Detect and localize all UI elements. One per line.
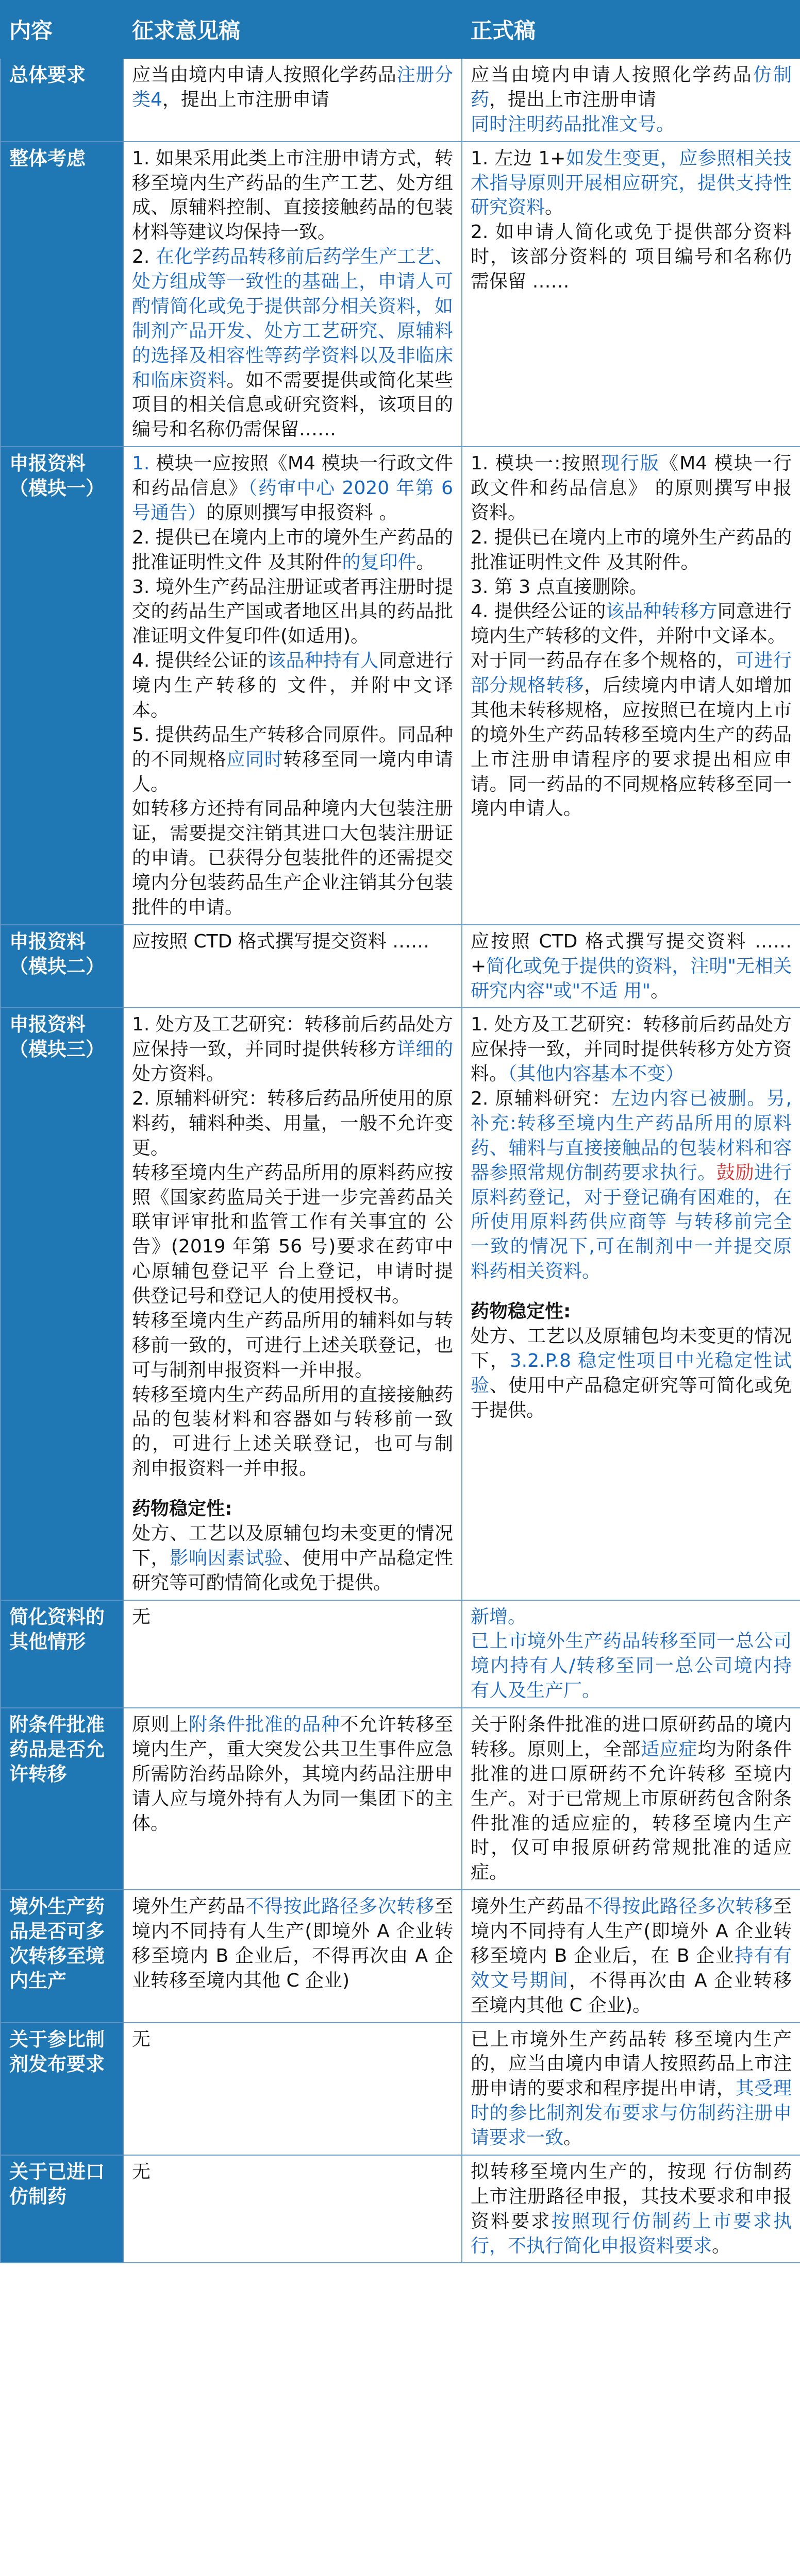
final-text: ，提出上市注册申请 (489, 89, 657, 110)
draft-text: 的原则撰写申报资料 。 (206, 502, 398, 523)
draft-paragraph (132, 451, 453, 526)
final-text: 药物稳定性: (471, 1301, 571, 1322)
final-text: 。 (712, 2235, 731, 2257)
final-paragraph (471, 2160, 792, 2259)
draft-text: 。如不需要提供或简化某些项目的相关信息或研究资料，该项目的编号和名称仍需保留…… (132, 369, 453, 440)
final-paragraph (471, 220, 792, 294)
draft-text: 应按照 CTD 格式撰写提交资料 …… (132, 930, 430, 952)
table-row (1, 2023, 800, 2155)
table-row (1, 142, 800, 447)
draft-paragraph (132, 1012, 453, 1087)
draft-paragraph (132, 796, 453, 920)
final-text: ，不得再次由 A 企业转移至境内其他 C 企业)。 (471, 1970, 792, 2016)
draft-text: 无 (132, 2161, 151, 2182)
final-text: 左边内容已被删。另,补充:转移至境内生产药品所用的原料药、辅料与直接接触品的包装材料和容器参照常规仿制药要求执行。 (471, 1088, 792, 1183)
table-row (1, 1008, 800, 1600)
draft-cell (123, 1708, 462, 1890)
draft-paragraph (132, 723, 453, 797)
final-cell (462, 142, 800, 447)
final-cell (462, 58, 800, 142)
final-text: 。 (545, 197, 564, 218)
draft-text: 应当由境内申请人按照化学药品 (132, 64, 397, 86)
header-draft: 征求意见稿 (123, 1, 462, 58)
final-paragraph (471, 526, 792, 575)
draft-text: 无 (132, 2028, 151, 2050)
draft-text: 原则上 (132, 1714, 189, 1735)
final-text: 均为附条件批准的进口原研药不允许转移 至境内生产。对于已常规上市原研药包含附条件批准的适应症的，转移至境内生产时，仅可申报原研药常规批准的适应症。 (471, 1738, 792, 1884)
row-label: 附条件批准药品是否允许转移 (1, 1708, 123, 1890)
draft-text: 该品种持有人 (267, 650, 379, 672)
draft-text: 的复印件 (342, 551, 416, 573)
draft-paragraph (132, 1713, 453, 1836)
draft-text: 无 (132, 1606, 151, 1628)
final-paragraph (471, 1284, 792, 1299)
final-text: 现行版 (601, 453, 660, 474)
draft-paragraph (132, 575, 453, 649)
draft-cell (123, 1890, 462, 2022)
final-text: 同时注明药品批准文号 (471, 113, 657, 135)
table-row (1, 925, 800, 1008)
draft-text: 1. 处方及工艺研究：转移前后药品处方应保持一致，并同时提供转移方 (132, 1014, 453, 1060)
final-paragraph (471, 1894, 792, 2018)
draft-cell (123, 1600, 462, 1708)
final-paragraph (471, 575, 792, 600)
draft-text: 详细的 (396, 1039, 453, 1060)
draft-paragraph (132, 2160, 453, 2184)
row-label: 简化资料的其他情形 (1, 1600, 123, 1708)
table-row (1, 58, 800, 142)
draft-text: （药审中心 2020 年第 6 号通告） (132, 478, 453, 523)
final-text: 。 (656, 113, 675, 135)
draft-text: 至境内不同持有人生产(即境外 A 企业转移至境内 B 企业后，不得再次由 A 企业转移至境内其他 C 企业) (132, 1896, 453, 1991)
draft-text: 1. (132, 453, 156, 474)
final-text: 3.2.P.8 稳定性项目中光稳定性试验 (471, 1350, 792, 1396)
final-text: 境外生产药品 (471, 1896, 585, 1918)
final-cell (462, 2155, 800, 2263)
final-text: 按照现行仿制药上市要求执行，不执行简化申报资料要求 (471, 2210, 792, 2257)
final-text: 可进行部分规格转移 (471, 650, 792, 696)
draft-text: 2. (132, 246, 156, 268)
draft-paragraph (132, 63, 453, 112)
draft-text: 药物稳定性: (132, 1498, 232, 1519)
final-text: （其他内容基本不变） (508, 1063, 685, 1085)
final-text: 其受理时的参比制剂发布要求与仿制药注册申请要求一致 (471, 2078, 792, 2148)
draft-paragraph (132, 1309, 453, 1383)
row-label: 关于参比制剂发布要求 (1, 2023, 123, 2155)
final-text: 、使用中产品稳定研究等可简化或免于提供。 (471, 1375, 792, 1421)
draft-paragraph (132, 245, 453, 442)
draft-paragraph (132, 1894, 453, 1993)
draft-text: 在化学药品转移前后药学生产工艺、处方组成等一致性的基础上，申请人可酌情简化或免于提供部分相关资料，如制剂产品开发、处方工艺研究、原辅料的选择及相容性等药学资料以及非临床和临床资料 (132, 246, 453, 391)
draft-text: 3. 境外生产药品注册证或者再注册时提交的药品生产国或者地区出具的药品批准证明文件复印件(如适用)。 (132, 576, 453, 647)
draft-paragraph (132, 2027, 453, 2052)
draft-text: 影响因素试验 (170, 1547, 284, 1569)
row-label: 申报资料（模块二） (1, 925, 123, 1008)
draft-cell (123, 1008, 462, 1600)
final-text: 1. 左边 1+ (471, 147, 566, 169)
final-text: 已上市境外生产药品转移至同一总公司境内持有人/转移至同一总公司境内持有人及生产厂。 (471, 1631, 792, 1702)
final-text: 该品种转移方 (606, 601, 718, 622)
final-cell (462, 1008, 800, 1600)
final-paragraph (471, 1324, 792, 1423)
row-label: 整体考虑 (1, 142, 123, 447)
draft-text: 应同时 (226, 749, 284, 770)
final-paragraph (471, 1605, 792, 1630)
draft-paragraph (132, 1383, 453, 1482)
final-text: 适应症 (641, 1738, 698, 1760)
final-text: 鼓励 (716, 1162, 755, 1183)
draft-text: 转移至同一境内申请人。 (132, 749, 453, 795)
final-text: 同意进行境内生产转移的文件，并附中文译本。 (471, 601, 792, 647)
draft-text: 同意进行境内生产转移的 文件，并附中文译本。 (132, 650, 453, 721)
final-text: 2. 如申请人简化或免于提供部分资料时，该部分资料的 项目编号和名称仍需保留 …… (471, 222, 792, 292)
draft-text: 、使用中产品稳定性研究等可酌情简化或免于提供。 (132, 1547, 453, 1594)
draft-cell (123, 58, 462, 142)
final-text: 1. 处方及工艺研究：转移前后药品处方应保持一致，并同时提供转移方处方资料。 (471, 1014, 792, 1085)
table-row (1, 447, 800, 925)
draft-text: 处方、工艺以及原辅包均未变更的情况下， (132, 1522, 453, 1569)
final-text: 《M4 模块一行政文件和药品信息》 的原则撰写申报资料。 (471, 453, 792, 523)
header-content: 内容 (1, 1, 123, 58)
row-label: 境外生产药品是否可多次转移至境内生产 (1, 1890, 123, 2022)
final-paragraph (471, 451, 792, 526)
draft-text: 5. 提供药品生产转移合同原件。同品种的不同规格 (132, 724, 453, 770)
draft-text: 转移至境内生产药品所用的辅料如与转移前一致的，可进行上述关联登记，也可与制剂申报资料一并申报。 (132, 1310, 453, 1381)
final-text: 不得按此路径多次转移 (584, 1896, 773, 1918)
final-paragraph (471, 1629, 792, 1703)
final-text: 应按照 CTD 格式撰写提交资料 ……+ (471, 930, 792, 977)
table-row (1, 1890, 800, 2022)
final-text: 已上市境外生产药品转 移至境内生产的，应当由境内申请人按照药品上市注册申请的要求和程序提出申请， (471, 2028, 792, 2099)
draft-text: ，提出上市注册申请 (162, 89, 329, 110)
row-label: 关于已进口仿制药 (1, 2155, 123, 2263)
draft-cell (123, 142, 462, 447)
final-text: 拟转移至境内生产的，按现 行仿制药上市注册路径申报，其技术要求和申报资料要求 (471, 2161, 792, 2232)
draft-text: 转移至境内生产药品所用的直接接触药品的包装材料和容器如与转移前一致的，可进行上述关联登记，也可与制 剂申报资料一并申报。 (132, 1384, 453, 1480)
draft-text: 处方资料。 (132, 1063, 225, 1085)
draft-text: 。 (416, 551, 435, 573)
final-paragraph (471, 112, 792, 137)
final-cell (462, 2023, 800, 2155)
final-text: 3. 第 3 点直接删除。 (471, 576, 648, 598)
final-cell (462, 1890, 800, 2022)
final-text: 2. 原辅料研究： (471, 1088, 612, 1109)
draft-text: 4. 提供经公证的 (132, 650, 268, 672)
header-final: 正式稿 (462, 1, 800, 58)
final-text: 至境内不同持有人生产(即境外 A 企业转移至境内 B 企业后，在 B 企业 (471, 1896, 792, 1967)
row-label: 申报资料（模块一） (1, 447, 123, 925)
draft-cell (123, 2155, 462, 2263)
draft-paragraph (132, 1605, 453, 1630)
draft-text: 附条件批准的品种 (189, 1714, 340, 1735)
draft-text: 不得按此路径多次转移 (245, 1896, 435, 1918)
table-row (1, 1708, 800, 1890)
draft-cell (123, 2023, 462, 2155)
final-text: 简化或免于提供的资料，注明"无相关研究内容"或"不适 用" (471, 955, 792, 1002)
draft-paragraph (132, 649, 453, 723)
row-label: 申报资料（模块三） (1, 1008, 123, 1600)
draft-cell (123, 925, 462, 1008)
final-paragraph (471, 1087, 792, 1284)
final-text: 仿制药 (471, 64, 792, 110)
final-paragraph (471, 2027, 792, 2150)
draft-text: 如转移方还持有同品种境内大包装注册证，需要提交注销其进口大包装注册证的申请。已获得分包装批件的还需提交境内分包装药品生产企业注销其分包装批件的申请。 (132, 798, 453, 918)
final-text: 进行原料药登记，对于登记确有困难的，在所使用原料药供应商等 与转移前完全一致的情况下,可在制剂中一并提交原料药相关资料。 (471, 1162, 792, 1282)
final-paragraph (471, 649, 792, 821)
final-text: 对于同一药品存在多个规格的， (471, 650, 736, 672)
draft-paragraph (132, 1497, 453, 1521)
final-text: 新增。 (471, 1606, 527, 1628)
row-label: 总体要求 (1, 58, 123, 142)
draft-paragraph (132, 526, 453, 575)
draft-text: 不允许转移至境内生产，重大突发公共卫生事件应急所需防治药品除外，其境内药品注册申请人应与境外持有人为同一集团下的主体。 (132, 1714, 453, 1834)
final-paragraph (471, 1012, 792, 1087)
draft-paragraph (132, 929, 453, 954)
draft-text: 模块一应按照《M4 模块一行政文件和药品信息》 (132, 453, 453, 499)
final-text: ，后续境内申请人如增加其他未转移规格，应按照已在境内上市的境外生产药品转移至境内生产的药品上市注册申请程序的要求提出相应申请。同一药品的不同规格应转移至同一境内申请人。 (471, 675, 792, 820)
draft-text: 转移至境内生产药品所用的原料药应按照《国家药监局关于进一步完善药品关联审评审批和监管工作有关事宜的 公告》(2019 年第 56 号)要求在药审中心原辅包登记平 台上登记，申请时提供登记号和登记人的使用授权书。 (132, 1162, 453, 1307)
final-cell (462, 1708, 800, 1890)
table-row (1, 2155, 800, 2263)
draft-text: 境外生产药品 (132, 1896, 246, 1918)
final-text: 应当由境内申请人按照化学药品 (471, 64, 753, 86)
final-paragraph (471, 929, 792, 1004)
table-row (1, 1600, 800, 1708)
draft-paragraph (132, 1481, 453, 1497)
final-text: 4. 提供经公证的 (471, 601, 606, 622)
draft-text: 2. 提供已在境内上市的境外生产药品的批准证明性文件 及其附件 (132, 527, 453, 573)
final-text: 如发生变更，应参照相关技 术指导原则开展相应研究，提供支持性研究资料 (471, 147, 792, 218)
final-paragraph (471, 1713, 792, 1885)
final-paragraph (471, 63, 792, 112)
draft-paragraph (132, 1161, 453, 1309)
draft-cell (123, 447, 462, 925)
final-text: 。 (563, 2127, 582, 2148)
final-cell (462, 1600, 800, 1708)
final-cell (462, 447, 800, 925)
draft-text: 2. 原辅料研究：转移后药品所使用的原料药，辅料种类、用量，一般不允许变更。 (132, 1088, 453, 1159)
draft-paragraph (132, 1521, 453, 1596)
final-text: 1. 模块一:按照 (471, 453, 601, 474)
draft-paragraph (132, 1087, 453, 1161)
final-text: 。 (651, 980, 670, 1002)
final-paragraph (471, 1299, 792, 1324)
final-paragraph (471, 146, 792, 221)
draft-text: 1. 如果采用此类上市注册申请方式，转移至境内生产药品的生产工艺、处方组成、原辅料控制、直接接触药品的包装材料等建议均保持一致。 (132, 147, 453, 243)
header-row (1, 1, 800, 58)
table-body (1, 58, 800, 2263)
final-text: 2. 提供已在境内上市的境外生产药品的批准证明性文件 及其附件。 (471, 527, 792, 573)
draft-text: 注册分类4 (132, 64, 453, 110)
final-cell (462, 925, 800, 1008)
draft-paragraph (132, 146, 453, 245)
final-text: 持有有效文号期间 (471, 1945, 792, 1991)
final-paragraph (471, 599, 792, 649)
final-text: 处方、工艺以及原辅包均未变更的情况下， (471, 1325, 792, 1371)
final-text: 关于附条件批准的进口原研药品的境内转移。原则上，全部 (471, 1714, 792, 1760)
